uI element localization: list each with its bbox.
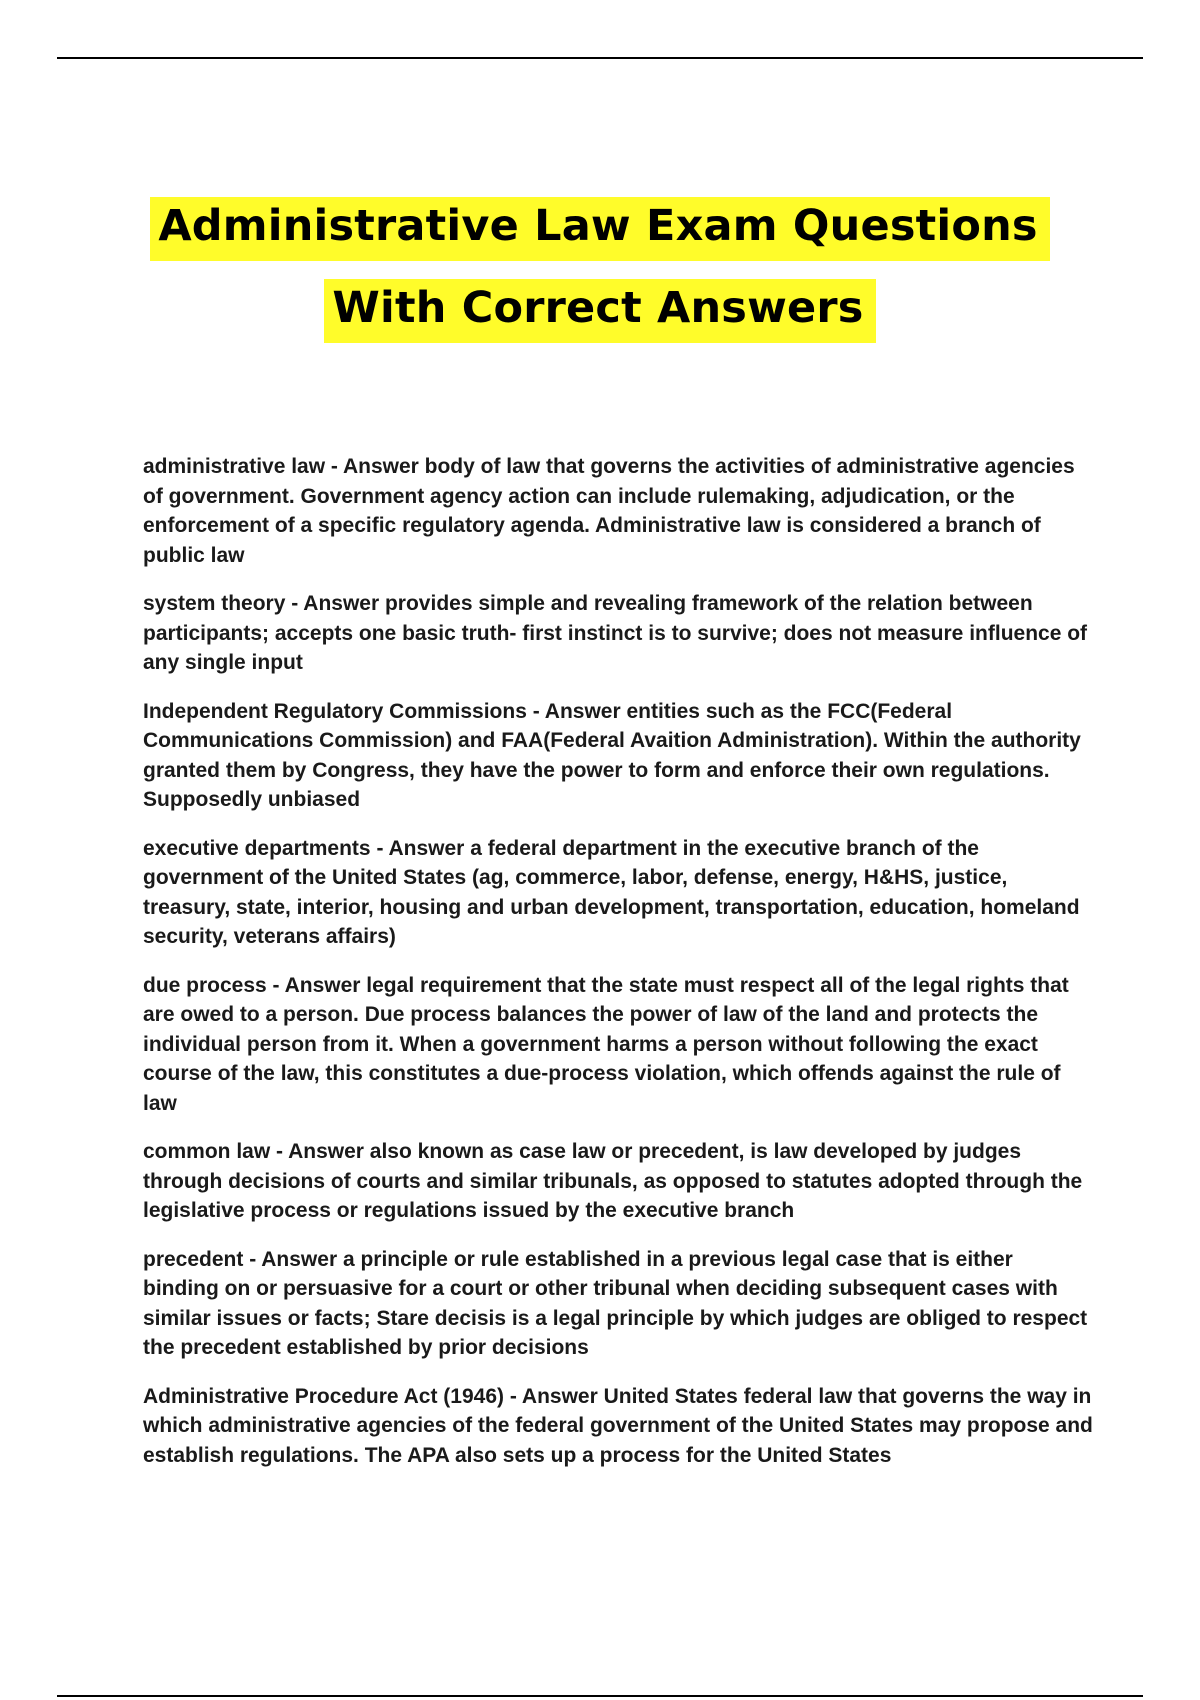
- entry-term: Independent Regulatory Commissions: [143, 699, 527, 723]
- entry-definition: legal requirement that the state must respect all of the legal rights that are owed to a person. Due process balances the power of law of the land and protects the individual person from it. When a government harms a person without following the exact course of the law, this constitutes a due-process violation, which offends against the rule of law: [143, 973, 1069, 1115]
- title-line-1: [0, 190, 1200, 272]
- entry-term: system theory: [143, 592, 286, 615]
- bottom-rule: [57, 1695, 1143, 1697]
- qa-entry: [143, 834, 1093, 952]
- entry-term: due process: [143, 973, 267, 997]
- qa-entry: [143, 1382, 1093, 1471]
- qa-entry: [143, 971, 1093, 1119]
- qa-list: [143, 452, 1093, 1489]
- qa-entry: [143, 589, 1093, 678]
- entry-definition: a principle or rule established in a previous legal case that is either binding on or persuasive for a court or other tribunal when deciding subsequent cases with similar issues or facts; Stare decisis is a legal principle by which judges are obliged to respect the precedent established by prior decisions: [143, 1247, 1088, 1359]
- entry-term: Administrative Procedure Act (1946): [143, 1384, 505, 1408]
- qa-entry: [143, 1245, 1093, 1363]
- entry-separator: - Answer: [266, 973, 367, 997]
- entry-separator: - Answer: [526, 699, 627, 723]
- entry-separator: - Answer: [270, 1140, 370, 1163]
- entry-term: administrative law: [143, 455, 326, 478]
- qa-entry: [143, 1137, 1093, 1226]
- entry-separator: - Answer: [370, 836, 471, 860]
- entry-definition: entities such as the FCC(Federal Communications Commission) and FAA(Federal Avaition Administration). Within the authority granted them by Congress, they have the power to form and enforce their own regulations. Supposedly unbiased: [143, 699, 1081, 811]
- entry-term: executive departments: [143, 836, 371, 860]
- entry-separator: - Answer: [243, 1247, 343, 1271]
- entry-separator: - Answer: [325, 455, 425, 478]
- entry-separator: - Answer: [285, 592, 385, 615]
- entry-definition: body of law that governs the activities of administrative agencies of government. Government agency action can include rulemaking, adjudication, or the enforcement of a specific regulatory agenda. Administrative law is considered a branch of public law: [143, 455, 1075, 567]
- title-line-2: [0, 272, 1200, 354]
- entry-term: common law: [143, 1140, 271, 1163]
- entry-definition: United States federal law that governs the way in which administrative agencies of the federal government of the United States may propose and establish regulations. The APA also sets up a process for the United States: [143, 1384, 1093, 1467]
- entry-definition: provides simple and revealing framework of the relation between participants; accepts one basic truth- first instinct is to survive; does not measure influence of any single input: [143, 592, 1088, 674]
- title-line-1-text: Administrative Law Exam Questions: [150, 197, 1049, 261]
- qa-entry: [143, 452, 1093, 570]
- document-title: [0, 190, 1200, 354]
- title-line-2-text: With Correct Answers: [324, 279, 875, 343]
- top-rule: [57, 57, 1143, 59]
- entry-definition: a federal department in the executive branch of the government of the United States (ag, commerce, labor, defense, energy, H&HS, justice, treasury, state, interior, housing and urban development, transportation, education, homeland security, veterans affairs): [143, 836, 1080, 948]
- qa-entry: [143, 697, 1093, 815]
- entry-term: precedent: [143, 1247, 244, 1271]
- entry-definition: also known as case law or precedent, is law developed by judges through decisions of courts and similar tribunals, as opposed to statutes adopted through the legislative process or regulations issued by the executive branch: [143, 1140, 1083, 1222]
- entry-separator: - Answer: [504, 1384, 604, 1408]
